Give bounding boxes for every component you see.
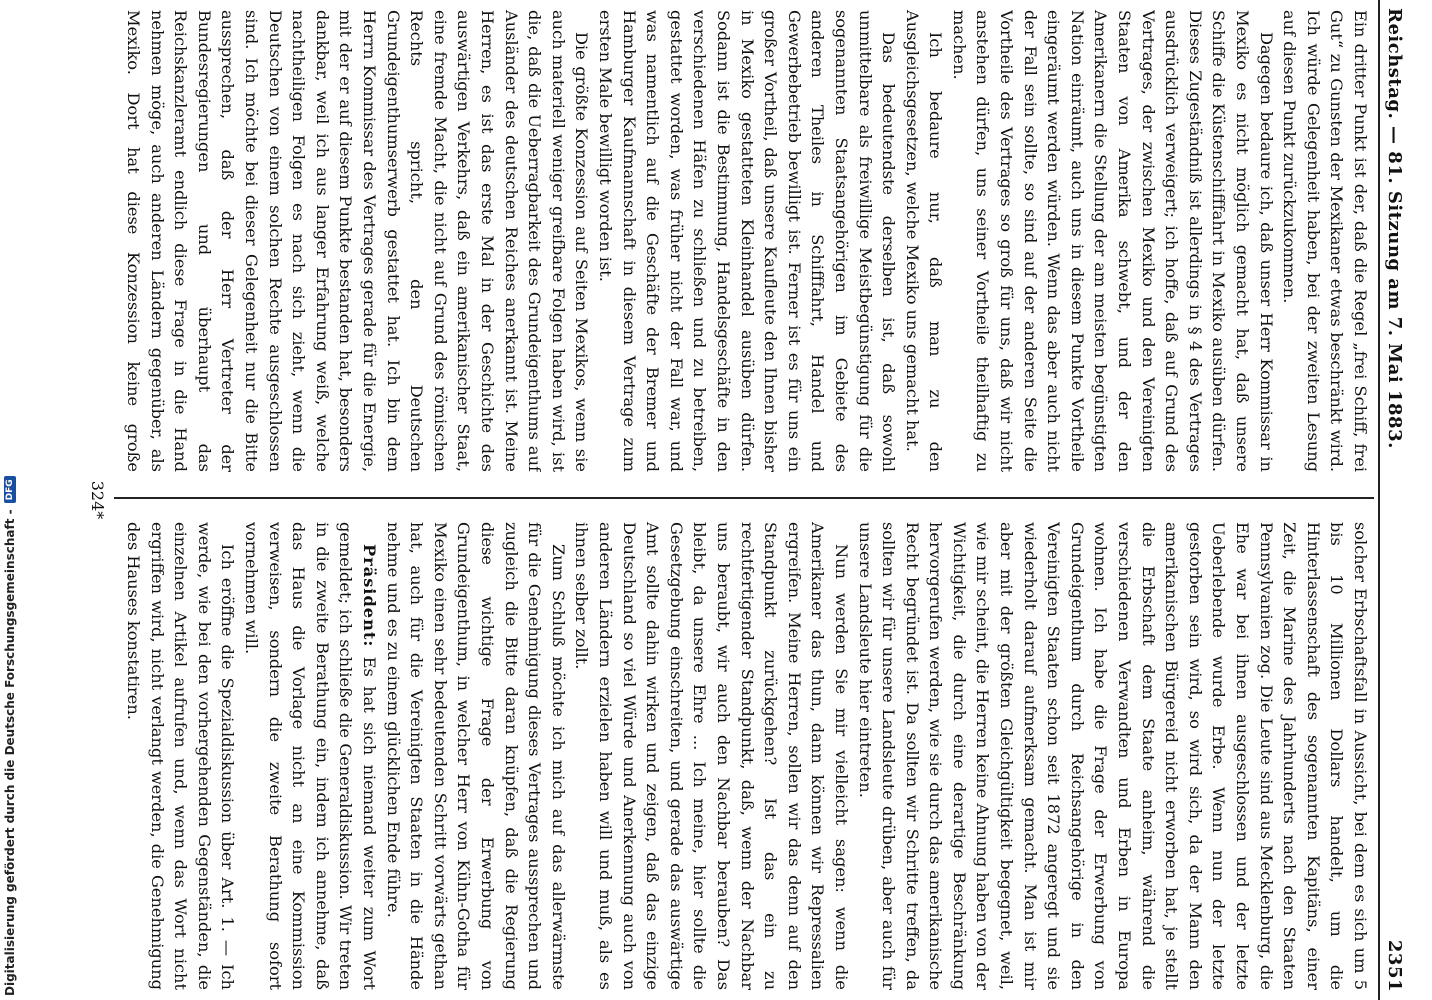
- paragraph: Dagegen bedaure ich, daß unser Herr Kommissar in Mexiko es nicht möglich gemacht hat, daß unsere Schiffe die Küstenschifffahrt in Mexiko ausüben dürfen. Dieses Zugeständniß ist allerdings in § 4 des Vertrages ausdrücklich verweigert; ich hoffe, daß auf Grund des Vertrages, der zwischen Mexiko und den Vereinigten Staaten von Amerika schwebt, und der den Amerikanern die Stellung der am meisten begünstigten Nation einräumt, auch uns in diesem Punkte Vortheile eingeräumt werden würden. Wenn das aber auch nicht der Fall sein sollte, so sind auf der anderen Seite die Vortheile des Vertrages so groß für uns, daß wir nicht anstehen dürfen, uns seiner Vortheile theilhaftig zu machen.: [949, 10, 1276, 472]
- paragraph: Zum Schluß möchte ich mich auf das allerwärmste für die Genehmigung dieses Vertrages aussprechen und zugleich die Bitte daran knüpfen, daß die Regierung diese wichtige Frage der Erwerbung von Grundeigenthum, in welcher Herr von Kühn-Gotha für Mexiko einen sehr bedeutenden Schritt vorwärts gethan hat, auch für die Vereinigten Staaten in die Hände nehme und es zu einem glücklichen Ende führe.: [383, 522, 568, 990]
- paragraph: solcher Erbschaftsfall in Aussicht, bei dem es sich um 5 bis 10 Millionen Dollars handelt, um die Hinterlassenschaft des sogenannten Kapitäns, einer Zeit, die Marine des Jahrhunderts nach den Staaten Pennsylvanien zog. Die Leute sind aus Mecklenburg, die Ehe war bei ihnen ausgeschlossen und der letzte Ueberlebende wurde Erbe. Wenn nun der letzte gestorben sein wird, so wird sich, da der Mann den amerikanischen Bürgereid nicht erworben hat, je stellt die Erbschaft dem Staate anheim, während die verschiedenen Verwandten und Erben in Europa wohnen. Ich habe die Frage der Erwerbung von Grundeigenthum durch Reichsangehörige in den Vereinigten Staaten schon seit 1872 angeregt und sie wiederholt darauf aufmerksam gemacht. Man ist mir aber mit der größten Gleichgültigkeit begegnet, weil, wie mir scheint, die Herren keine Ahnung haben von der Wichtigkeit, die durch eine derartige Beschränkung hervorgerufen werden, wie sie durch das amerikanische Recht begründet ist. Da sollten wir Schritte treffen, da sollten wir für unsere Landsleute drüben, aber auch für unsere Landsleute hier eintreten.: [855, 522, 1370, 990]
- speech: [122, 522, 240, 990]
- dfg-logo: DFG: [4, 476, 16, 503]
- digitization-text: Digitalisierung gefördert durch die Deutsche Forschungsgemeinschaft -: [3, 509, 17, 996]
- paragraph: Ein dritter Punkt ist der, daß die Regel „frei Schiff, frei Gut“ zu Gunsten der Mexikaner etwas beschränkt wird. Ich würde Gelegenheit haben, bei der zweiten Lesung auf diesen Punkt zurückzukommen.: [1280, 10, 1370, 472]
- sheet-signature: 324*: [88, 480, 107, 520]
- running-head: [1382, 8, 1408, 992]
- digitization-note: [2, 16, 18, 996]
- speech: [240, 522, 382, 990]
- paragraph: Die größte Konzession auf Seiten Mexikos, wenn sie auch materiell weniger greifbare Folgen haben wird, ist die, daß die Ueberragbarkeit des Grundeigenthums auf Ausländer des deutschen Reiches anerkannt ist. Meine Herren, es ist das erste Mal in der Geschichte des auswärtigen Verkehrs, daß ein amerikanischer Staat, eine fremde Macht, die nicht auf Grund des römischen Rechts spricht, den Deutschen Grundeigenthumserwerb gestattet hat. Ich bin dem Herrn Kommissar des Vertrages gerade für die Energie, mit der er auf diesem Punkte bestanden hat, besonders dankbar, weil ich aus langer Erfahrung weiß, welche nachtheiligen Folgen es nach sich zieht, wenn die Deutschen von einem solchen Rechte ausgeschlossen sind. Ich möchte bei dieser Gelegenheit nur die Bitte aussprechen, daß der Herr Vertreter der Bundesregierungen und überhaupt das Reichskanzleramt endlich diese Frage in die Hand nehmen möge, auch anderen Ländern gegenüber, als Mexiko. Dort hat diese Konzession keine große: [124, 10, 592, 472]
- paragraph: Nun werden Sie mir vielleicht sagen: wenn die Amerikaner das thun, dann können wir Repressalien ergreifen. Meine Herren, sollen wir das denn auf den Standpunkt zurückgehen? Ist das ein zu rechtfertigender Standpunkt, daß, wenn der Nachbar uns beraubt, wir auch den Nachbar berauben? Das bleibt, da unsere Ehre ... Ich meine, hier sollte die Gesetzgebung einschreiten, und gerade das auswärtige Amt sollte dahin wirken und zeigen, daß das einzige Deutschland so viel Würde und Anerkennung auch von anderen Ländern erzielen haben will und muß, als es ihnen selber zollt.: [572, 522, 851, 990]
- header-rule: [1378, 0, 1380, 1000]
- right-column: [122, 522, 1372, 990]
- column-divider: [114, 497, 1374, 499]
- speech-text: Ich eröffne die Spezialdiskussion über Art. 1. — Ich werde, wie bei den vorhergehenden Gegenständen, die einzelnen Artikel aufrufen und, wenn das Wort nicht ergriffen wird, nicht verlangt werden, die Genehmigung des Hauses konstatiren.: [124, 522, 238, 990]
- speech-text: Es hat sich niemand weiter zum Wort gemeldet; ich schließe die Generaldiskussion. Wir treten in die zweite Berathung ein, indem ich annehme, daß das Haus die Vorlage nicht an eine Kommission verweisen, sondern die zweite Berathung sofort vornehmen will.: [242, 522, 380, 990]
- left-column: [122, 10, 1372, 472]
- paragraph: Das bedeutendste derselben ist, daß sowohl unmittelbare als freiwillige Meistbegünstigung für die sogenannten Staatsangehörigen im Gebiete des anderen Theiles in Schifffahrt, Handel und Gewerbebetrieb bewilligt ist. Ferner ist es für uns ein großer Vortheil, daß unsere Kaufleute den Ihnen bisher in Mexiko gestatteten Kleinhandel ausüben dürfen. Sodann ist die Bestimmung, Handelsgeschäfte in den verschiedenen Häfen zu schließen und zu betreiben, gestattet worden, was früher nicht der Fall war, und was namentlich auf die Geschäfte der Bremer und Hamburger Kaufmannschaft in diesem Vertrage zum ersten Male bewilligt worden ist.: [596, 10, 899, 472]
- digitization-strip: [0, 0, 20, 1000]
- running-head-title: Reichstag. — 81. Sitzung am 7. Mai 1883.: [1384, 8, 1406, 449]
- speaker-label: Präsident:: [360, 544, 380, 648]
- paragraph: Ich bedaure nur, daß man zu den Ausgleichsgesetzen, welche Mexiko uns gemacht hat.: [902, 10, 946, 472]
- page-number: 2351: [1384, 939, 1406, 992]
